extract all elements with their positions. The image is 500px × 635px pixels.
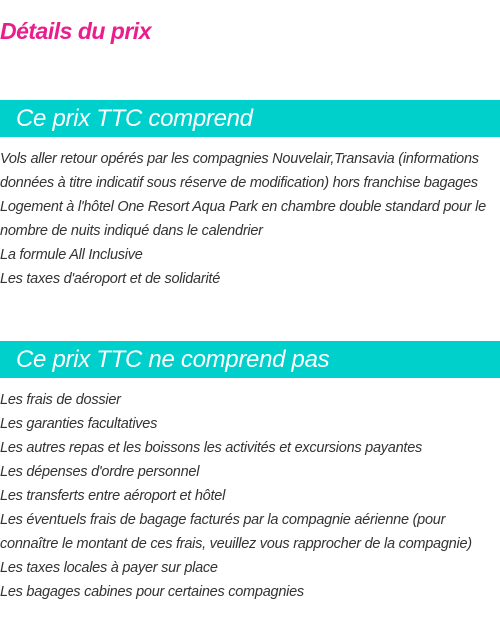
list-item: Les autres repas et les boissons les activités et excursions payantes xyxy=(0,440,423,456)
list-item: Logement à l'hôtel One Resort Aqua Park en chambre double standard pour le nombre de nuits indiqué dans le calendrier xyxy=(0,199,486,239)
list-item: Les bagages cabines pour certaines compagnies xyxy=(0,584,304,600)
list-item: Les frais de dossier xyxy=(0,392,121,408)
list-item: Les taxes locales à payer sur place xyxy=(0,560,218,576)
included-list xyxy=(0,147,500,291)
list-item: Les éventuels frais de bagage facturés par la compagnie aérienne (pour connaître le montant de ces frais, veuillez vous rapprocher de la compagnie) xyxy=(0,512,472,552)
excluded-list xyxy=(0,388,500,604)
excluded-section-header: Ce prix TTC ne comprend pas xyxy=(0,341,500,378)
included-section-header: Ce prix TTC comprend xyxy=(0,100,500,137)
list-item: La formule All Inclusive xyxy=(0,247,143,263)
page-title: Détails du prix xyxy=(0,18,151,44)
list-item: Vols aller retour opérés par les compagnies Nouvelair,Transavia (informations données à titre indicatif sous réserve de modification) hors franchise bagages xyxy=(0,151,479,191)
list-item: Les taxes d'aéroport et de solidarité xyxy=(0,271,221,287)
list-item: Les dépenses d'ordre personnel xyxy=(0,464,200,480)
list-item: Les garanties facultatives xyxy=(0,416,158,432)
list-item: Les transferts entre aéroport et hôtel xyxy=(0,488,226,504)
